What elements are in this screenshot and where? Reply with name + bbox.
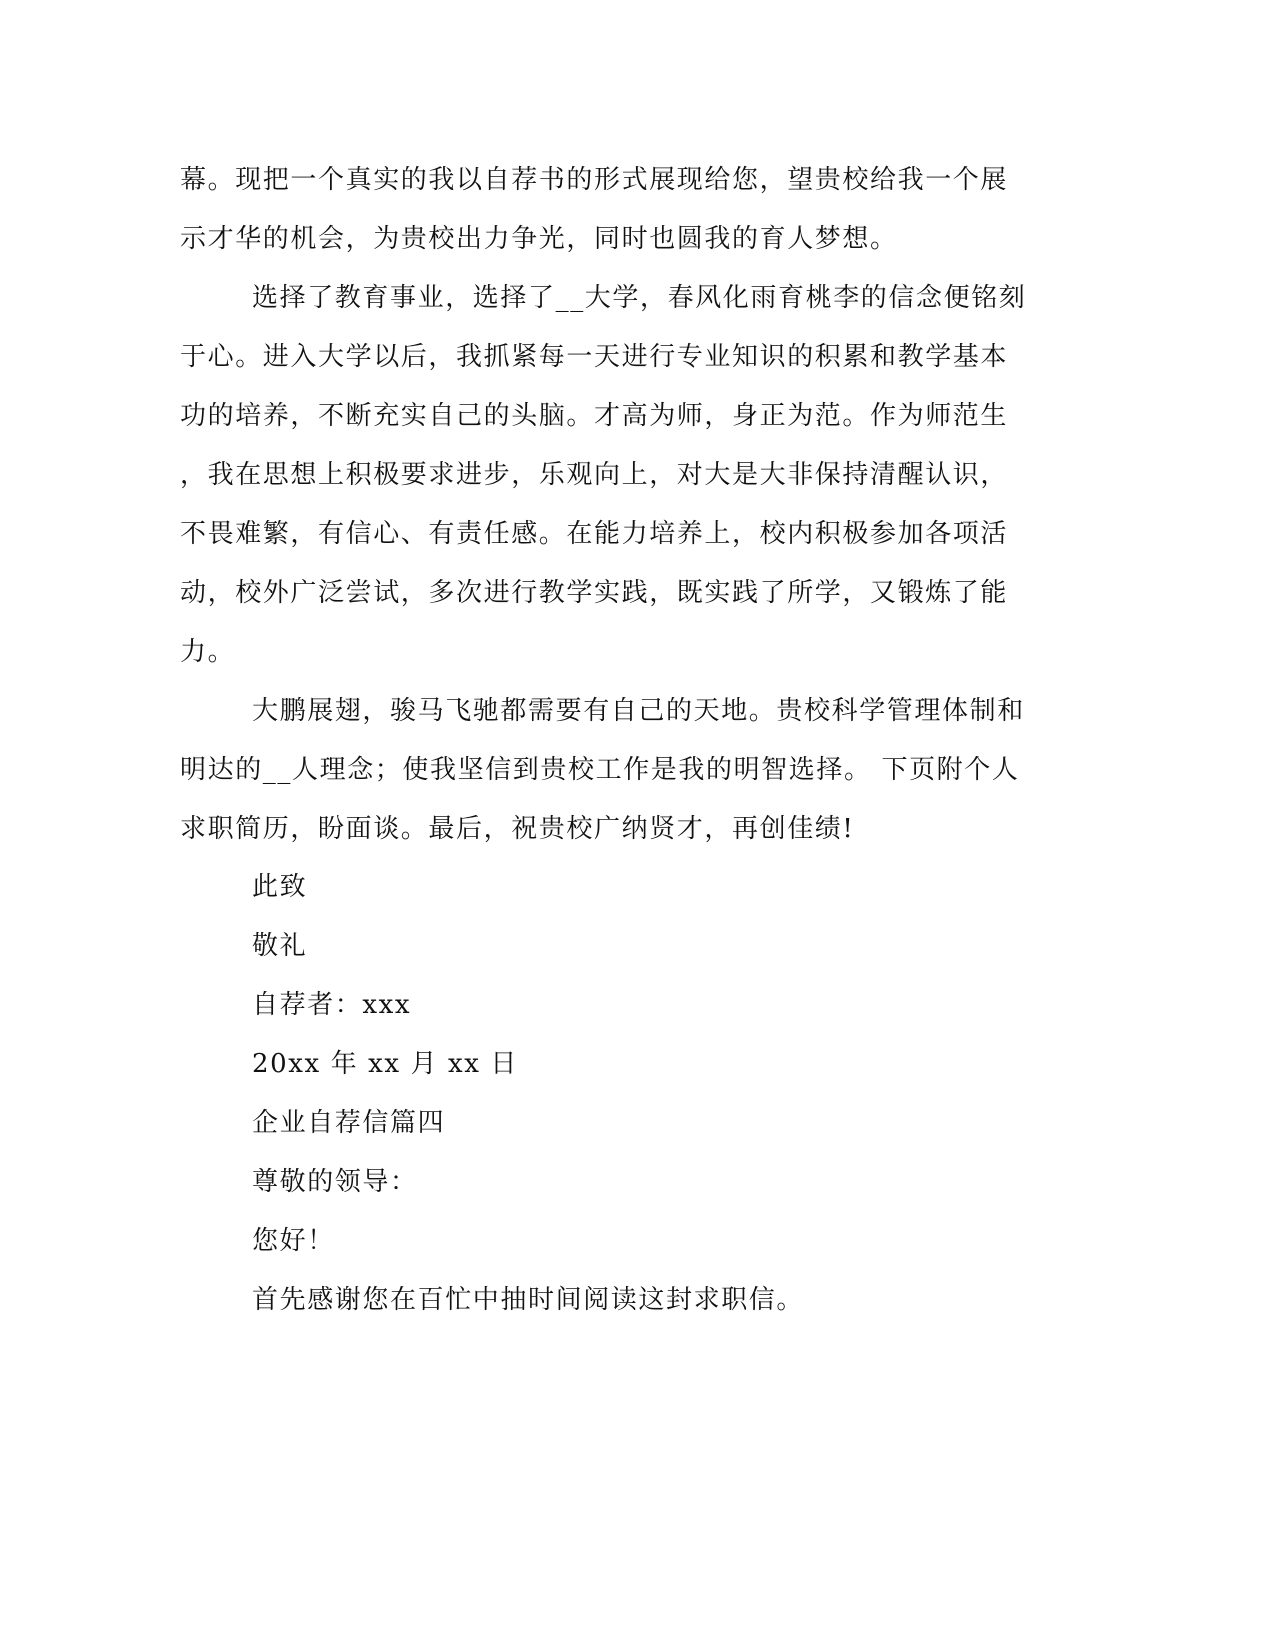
greeting-line: 尊敬的领导： [252, 1167, 418, 1197]
section-heading: 企业自荐信篇四 [252, 1108, 446, 1138]
text-line: 功的培养，不断充实自己的头脑。才高为师，身正为范。作为师范生 [180, 401, 1009, 431]
paragraph-start-line: 大鹏展翅，骏马飞驰都需要有自己的天地。贵校科学管理体制和 [252, 696, 1025, 726]
paragraph-start-line: 选择了教育事业，选择了__大学，春风化雨育桃李的信念便铭刻 [252, 283, 1027, 313]
text-line: 明达的__人理念；使我坚信到贵校工作是我的明智选择。 下页附个人 [180, 755, 1020, 785]
greeting-line: 您好！ [252, 1226, 335, 1256]
closing-salutation: 敬礼 [252, 931, 308, 961]
text-line: 于心。进入大学以后，我抓紧每一天进行专业知识的积累和教学基本 [180, 342, 1009, 372]
text-line: 动，校外广泛尝试，多次进行教学实践，既实践了所学，又锻炼了能 [180, 578, 1009, 608]
signature-line: 自荐者：xxx [252, 990, 412, 1020]
text-line: 幕。现把一个真实的我以自荐书的形式展现给您，望贵校给我一个展 [180, 165, 1009, 195]
text-line: 不畏难繁，有信心、有责任感。在能力培养上，校内积极参加各项活 [180, 519, 1009, 549]
text-line: 示才华的机会，为贵校出力争光，同时也圆我的育人梦想。 [180, 224, 898, 254]
text-line: ，我在思想上积极要求进步，乐观向上，对大是大非保持清醒认识， [180, 460, 1009, 490]
text-line: 力。 [180, 637, 236, 667]
text-line: 求职简历，盼面谈。最后，祝贵校广纳贤才，再创佳绩! [180, 814, 855, 844]
date-line: 20xx 年 xx 月 xx 日 [252, 1049, 518, 1079]
closing-salutation: 此致 [252, 872, 308, 902]
paragraph-start-line: 首先感谢您在百忙中抽时间阅读这封求职信。 [252, 1285, 805, 1315]
